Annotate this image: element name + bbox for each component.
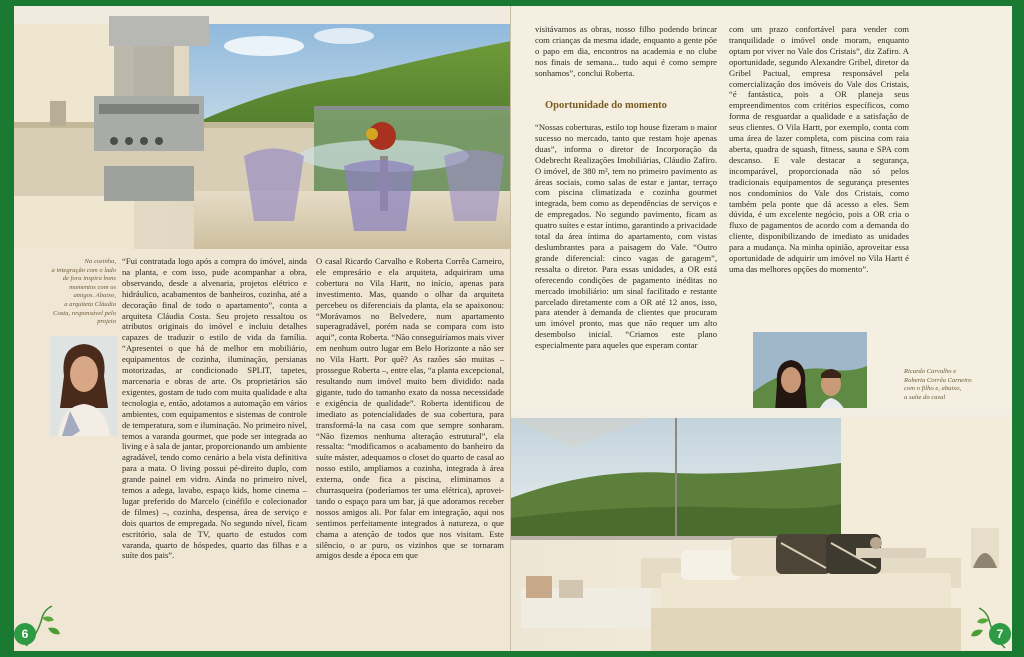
family-caption: Ricardo Carvalho e Roberta Corrêa Carneiro com o filho e, abaixo, a suíte do casal (904, 368, 972, 401)
kitchen-terrace-illustration (14, 6, 511, 249)
article-column-3-body: “Nossas coberturas, estilo top house fizeram o maior sucesso no mercado, tanto que restam hoje apenas duas”, informa o diretor de Incorporação da Odebrecht Realizações Imobiliárias, Cláudio Zafiro. O imóvel, de 380 m², tem no primeiro pavimento as áreas sociais, como salas de estar e jantar, terraço com piscina climatizada e cozinha gourmet integrada, bem como as dependências de serviços e de empregados. No segundo pavimento, ficam as quatro suítes e estar íntimo, garantindo a privacidade total da área íntima do apartamento, com vistas deslumbrantes para a paisagem do Vale. “Outro grande diferencial: cinco vagas de garagem”, ressalta o diretor. Para essas unidades, a OR está oferecendo condições de pagamento inéditas no mercado imobiliário: um sinal facilitado e restante parcelado diretamente com a OR até 12 anos, isso, para atender à demanda de clientes que procuram um imóvel pronto, mas que não requer um alto desembolso inicial. “Criamos este plano especialmente para aqueles que esperam contar (535, 122, 717, 351)
bedroom-photo (511, 408, 1012, 651)
article-column-1: “Fui contratada logo após a compra do imóvel, ainda na planta, e com isso, pude acompanhar a obra, observando, desde a alvenaria, projetos elétrico e hidráulico, acabamentos de banheiros, cozinha, até a decoração final de todo o apartamento”, conta a arquiteta Cláudia Costa. Seu projeto ressaltou os atributos originais do imóvel e incluiu detalhes capazes de traduzir o estilo de vida da família. “Apresentei o que há de melhor em mobiliário, equipamentos de cozinha, iluminação, persianas motorizadas, ar condicionado SPLIT, tapetes, marcenaria e obras de arte. Os proprietários são exigentes, gostam de tudo com muita qualidade e alta tecnologia e, então, adotamos a automação em vários ambientes, com equipamentos e sistemas de controle de temperatura, som e iluminação. No primeiro nível, temos a varanda gourmet, que pode ser integrada ao living e à sala de jantar, proporcionando um ambiente agradável, tendo como cenário a bela vista definitiva para a mata. O living possui pé-direito duplo, com grande painel em vidro. Ainda no primeiro nível, temos a adega, lavabo, espaço kids, home cinema – lugar preferido do Marcelo (cinéfilo e colecionador de filmes) –, cozinha, despensa, área de serviço e dois quartos de empregada. No segundo nível, ficam escritório, sala de TV, quarto de estudos com varanda, quarto de hóspedes, quarto das filhas e a suíte dos pais”. (122, 256, 307, 561)
article-column-2: O casal Ricardo Carvalho e Roberta Corrêa Carneiro, ele empresário e ela arquiteta, adquiriram uma cobertura no Vila Hartt, no início, apenas para investimento. Mas, quando o olhar da arquiteta percebeu os diferenciais da planta, ela se apaixonou: “Morávamos no Belvedere, num apartamento superagradável, porém nada se compara com isto aqui”, conta Roberta. “Não conseguiríamos mais viver em nenhum outro lugar em Belo Horizonte a não ser no Vila Hartt. Por quê? As razões são muitas – prossegue Roberta –, entre elas, “a planta excepcional, resultando num imóvel muito bem dividido: nada gigante, tudo do tamanho exato da nossa necessidade e exigência de qualidade”. Roberta identificou de imediato as potencialidades de sua cobertura, para transformá-la na casa com que sempre sonharam. “Não fizemos nenhuma alteração estrutural”, ela ressalta: “modificamos o acabamento do banheiro da suíte máster, adequamos o closet do quarto de casal ao nosso estilo, ampliamos a cozinha, integrada à área externa, onde fica a piscina, eliminamos a churrasqueira (poderíamos ter uma elétrica), aproveitando o espaço para um bar, já que adoramos receber nossos amigos ali. Por falar em integração, aqui nos sentimos perfeitamente integrados à natureza, o que chama a atenção de todos que nos visitam. Este silêncio, o ar puro, os vizinhos que se tornaram amigos desde a época em que (316, 256, 504, 561)
section-heading: Oportunidade do momento (545, 100, 667, 111)
page-number-left: 6 (14, 623, 36, 645)
left-page (14, 6, 511, 651)
kitchen-caption: Na cozinha, a integração com o lado de fora inspira bons momentos com os amigos. Abaixo, a arquiteta Cláudia Costa, responsável pelo projeto (51, 258, 116, 326)
article-column-4: com um prazo confortável para vender com tranquilidade o imóvel onde moram, enquanto optam por viver no Vale dos Cristais”, diz Zafiro. A oportunidade, segundo Alexandre Gribel, diretor da Gribel Pactual, empresa responsável pela comercialização dos imóveis do Vale dos Cristais, “é fantástica, pois a OR planeja seus empreendimentos com critérios específicos, como forma de resguardar a qualidade e a satisfação de seus clientes. O Vila Hartt, por exemplo, conta com uma área de lazer completa, com piscina com raia aberta, quadra de squash, fitness, sauna e SPA com descanso. E vale destacar a segurança, incomparável, proporcionada não só pelos tradicionais equipamentos de segurança presentes nos condomínios do Vale dos Cristais, como também pela ponte que dá acesso a eles. Sem dúvida, é um excelente negócio, pois a OR cria o fluxo de pagamentos de acordo com a demanda do cliente, disponibilizando de imediato as unidades para a mudança. Na minha opinião, aproveitar essa oportunidade de adquirir um imóvel no Vila Hartt é uma das melhores opções do momento”. (729, 24, 909, 274)
page-number-right: 7 (989, 623, 1011, 645)
bedroom-illustration (511, 408, 1012, 651)
architect-portrait-illustration (50, 336, 118, 436)
architect-portrait-photo (50, 336, 118, 436)
right-page (511, 6, 1012, 651)
kitchen-terrace-photo (14, 6, 511, 249)
article-column-3-intro: visitávamos as obras, nosso filho podendo brincar com crianças da mesma idade, enquanto a gente põe o papo em dia, encontros na academia e no clube nos finais de semana... tudo aqui é como sempre sonhamos”, conclui Roberta. (535, 24, 717, 78)
